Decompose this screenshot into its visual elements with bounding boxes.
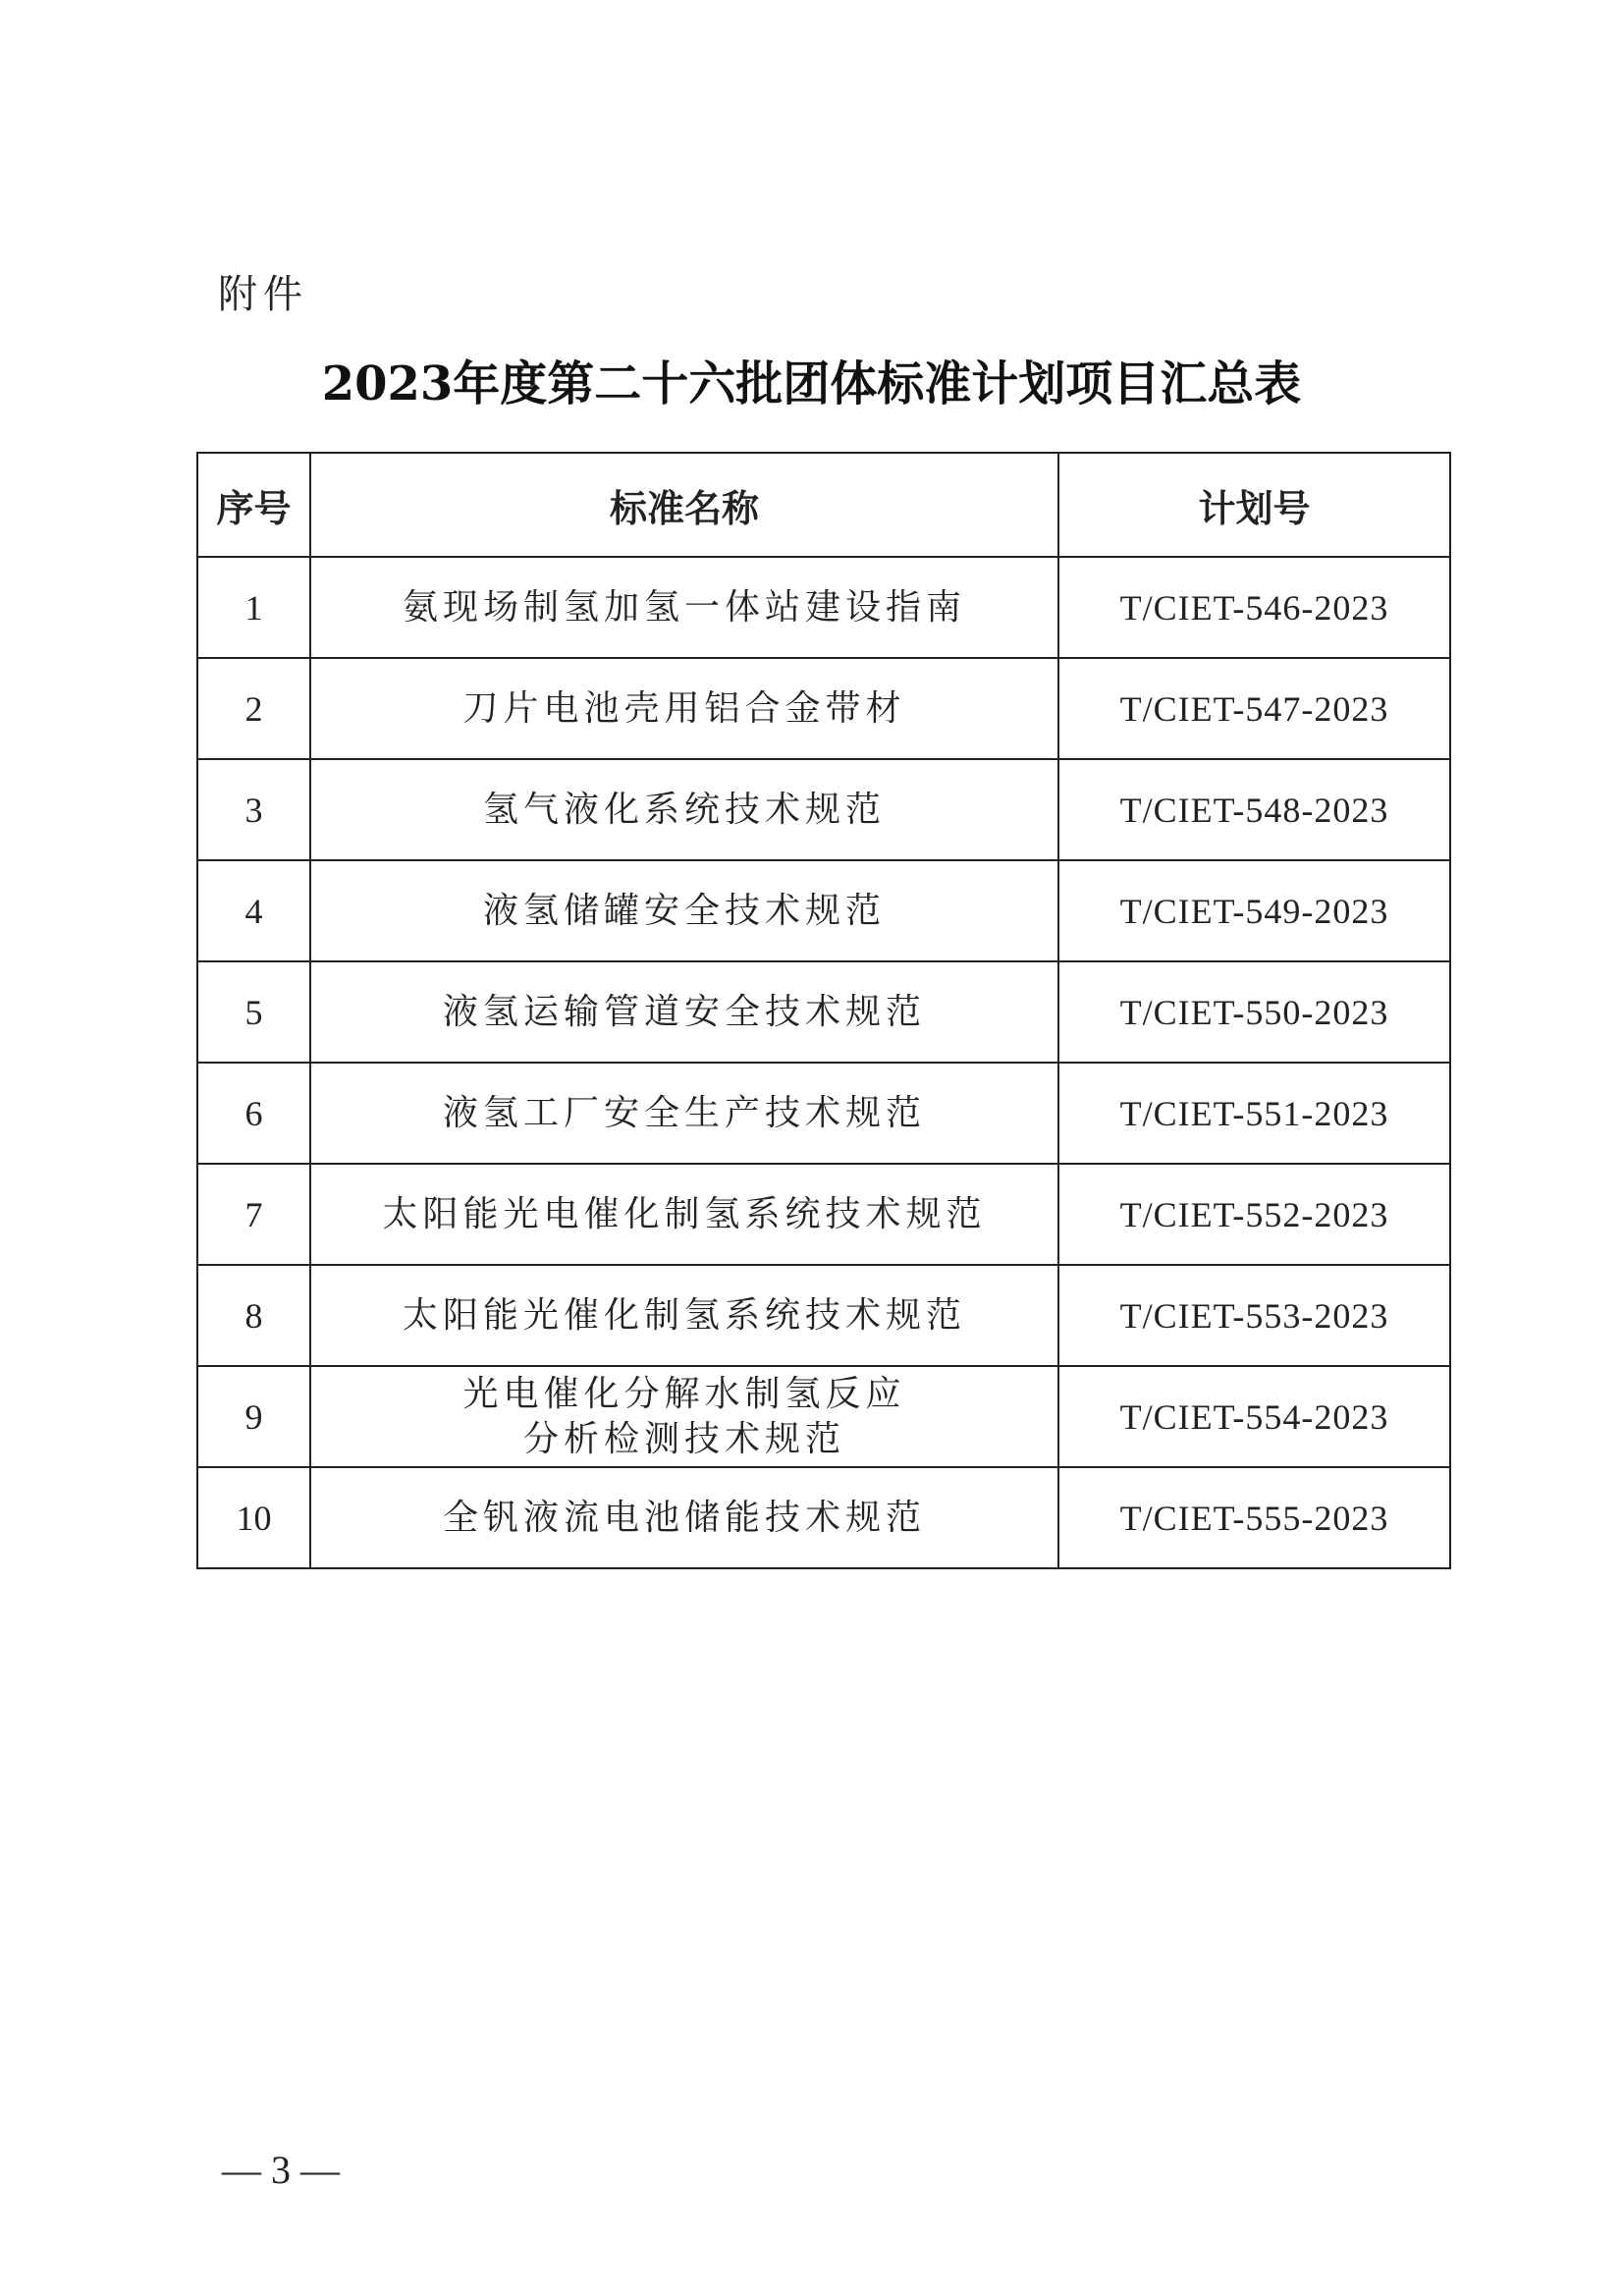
plan-code: T/CIET-546-2023 [1058,557,1450,658]
plan-code: T/CIET-552-2023 [1058,1164,1450,1265]
plan-code: T/CIET-551-2023 [1058,1063,1450,1164]
standard-name [310,557,1058,658]
row-number: 1 [197,557,310,658]
table-row [197,1366,1450,1467]
table-row [197,1164,1450,1265]
column-header-plan-code: 计划号 [1058,453,1450,557]
standard-name-line: 分析检测技术规范 [522,1418,845,1459]
standard-name [310,860,1058,961]
table-row [197,860,1450,961]
standard-name-line: 液氢储罐安全技术规范 [482,890,886,931]
table-row [197,658,1450,759]
standard-name-line: 全钒液流电池储能技术规范 [442,1497,926,1538]
row-number: 4 [197,860,310,961]
standard-name-line: 液氢工厂安全生产技术规范 [442,1092,926,1133]
row-number: 7 [197,1164,310,1265]
table-row [197,1063,1450,1164]
table-body [197,557,1450,1568]
plan-code: T/CIET-547-2023 [1058,658,1450,759]
row-number: 3 [197,759,310,860]
table-row [197,961,1450,1063]
row-number: 2 [197,658,310,759]
standard-name [310,1164,1058,1265]
standard-name [310,1467,1058,1568]
standard-name [310,961,1058,1063]
standard-name-line: 刀片电池壳用铝合金带材 [462,687,906,729]
standard-name-line: 氢气液化系统技术规范 [482,789,886,830]
standard-name [310,759,1058,860]
standards-plan-table [196,452,1451,1569]
document-title: 2023年度第二十六批团体标准计划项目汇总表 [321,356,1302,411]
standard-name-line: 液氢运输管道安全技术规范 [442,991,926,1032]
column-header-number: 序号 [197,453,310,557]
standard-name [310,1265,1058,1366]
table-row [197,759,1450,860]
table-header-row [197,453,1450,557]
plan-code: T/CIET-550-2023 [1058,961,1450,1063]
plan-code: T/CIET-549-2023 [1058,860,1450,961]
attachment-label: 附件 [218,272,308,317]
standard-name [310,1063,1058,1164]
row-number: 5 [197,961,310,1063]
row-number: 8 [197,1265,310,1366]
standard-name-line: 光电催化分解水制氢反应 [462,1373,906,1414]
table-row [197,1265,1450,1366]
table-row [197,557,1450,658]
page-number: — 3 — [222,2148,340,2192]
standard-name [310,1366,1058,1467]
column-header-standard-name: 标准名称 [310,453,1058,557]
plan-code: T/CIET-554-2023 [1058,1366,1450,1467]
plan-code: T/CIET-555-2023 [1058,1467,1450,1568]
row-number: 9 [197,1366,310,1467]
plan-code: T/CIET-553-2023 [1058,1265,1450,1366]
row-number: 10 [197,1467,310,1568]
standard-name [310,658,1058,759]
standard-name-line: 氨现场制氢加氢一体站建设指南 [402,586,966,628]
row-number: 6 [197,1063,310,1164]
table-row [197,1467,1450,1568]
plan-code: T/CIET-548-2023 [1058,759,1450,860]
standard-name-line: 太阳能光催化制氢系统技术规范 [402,1294,966,1336]
standard-name-line: 太阳能光电催化制氢系统技术规范 [382,1193,987,1234]
